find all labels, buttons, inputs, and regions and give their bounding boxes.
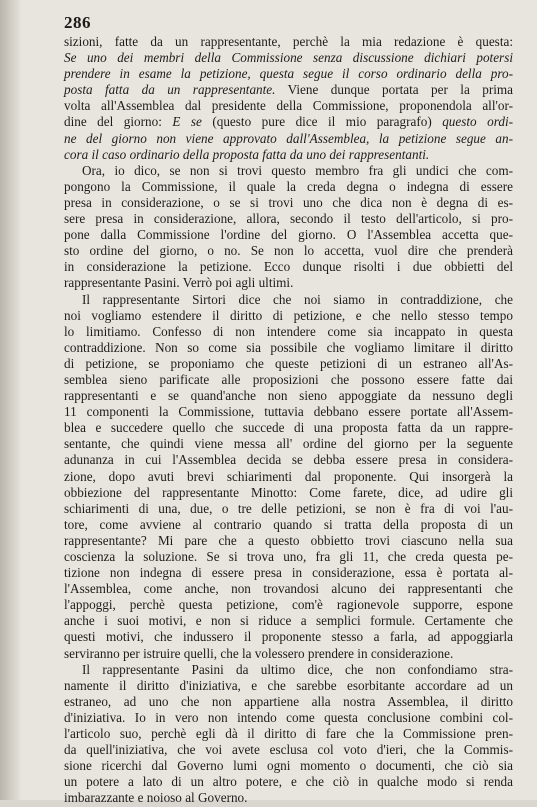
- text-line: [64, 581, 513, 597]
- paragraph: [64, 163, 513, 292]
- body-text: [64, 34, 513, 807]
- italic-text: E se: [172, 114, 202, 130]
- text-segment: sizioni, fatte da un rappresentante, perchè la mia redazione è questa:: [64, 34, 513, 49]
- text-line: [64, 565, 513, 581]
- text-segment: tizione non indegna di essere presa in considerazione, essa è portata al-: [64, 565, 513, 581]
- text-line: [64, 275, 513, 291]
- text-segment: obbiezione del rappresentante Minotto: Come farete, dice, ad udire gli: [64, 484, 513, 500]
- text-line: [64, 50, 513, 66]
- text-line: [64, 774, 513, 790]
- text-segment: d'iniziativa. Io in vero non intendo come questa conclusione combini col-: [64, 709, 513, 725]
- text-segment: coscienza la soluzione. Se si trova uno, fra gli 11, che creda questa pe-: [64, 549, 513, 564]
- text-segment: un potere a lato di un altro potere, e che ciò in qualche modo si renda: [64, 774, 513, 790]
- text-line: [64, 742, 513, 758]
- text-segment: in considerazione la petizione. Ecco dunque risolti i due obbietti del: [64, 259, 513, 275]
- text-line: [64, 646, 513, 662]
- text-segment: l'appoggi, perchè questa petizione, com'è ragionevole supporre, espone: [64, 597, 513, 613]
- text-line: [64, 308, 513, 324]
- text-segment: rappresentante Pasini. Verrò poi agli ultimi.: [64, 275, 294, 291]
- text-line: [64, 726, 513, 742]
- text-segment: semblea sieno parificate alle proposizioni che possono essere fatte dai: [64, 371, 513, 387]
- text-segment: Viene dunque portata per la prima: [275, 82, 513, 98]
- text-segment: schiarimenti di una, due, o tre delle petizioni, se non è fra di voi l'au-: [64, 500, 513, 516]
- italic-text: Se uno dei membri della Commissione senza discussione dichiari potersi: [64, 50, 513, 66]
- text-segment: anche i suoi motivi, e non si riduce a semplici formule. Certamente che: [64, 613, 513, 629]
- text-line: [64, 195, 513, 211]
- text-line: [64, 404, 513, 420]
- text-segment: volta all'Assemblea dal presidente della Commissione, proponendola all'or-: [64, 98, 513, 114]
- text-line: [64, 678, 513, 694]
- text-line: [64, 163, 513, 179]
- page-number: 286: [64, 13, 91, 32]
- text-line: [64, 420, 513, 436]
- italic-text: ne del giorno non viene approvato dall'Assemblea, la petizione segue an-: [64, 130, 513, 146]
- text-segment: di petizione, se proponiamo che queste petizioni di un estraneo all'As-: [64, 355, 513, 371]
- text-line: [64, 388, 513, 404]
- text-line: [64, 710, 513, 726]
- text-line: [64, 501, 513, 517]
- text-segment: adunanza in cui l'Assemblea decida se debba essere presa in considera-: [64, 452, 513, 468]
- paragraph: [64, 292, 513, 662]
- text-line: [64, 356, 513, 372]
- text-segment: l'Assemblea, come anche, non trovandosi alcuno dei rappresentanti che: [64, 581, 513, 597]
- text-segment: lo limitiamo. Confesso di non intendere come sia incappato in questa: [64, 323, 513, 339]
- text-line: [64, 790, 513, 806]
- italic-text: cora il caso ordinario della proposta fatta da uno dei rappresentanti.: [64, 146, 430, 162]
- text-segment: sione ricerchi dal Governo lumi ogni momento o documenti, che ciò sia: [64, 758, 513, 774]
- text-line: [64, 66, 513, 82]
- text-line: [64, 485, 513, 501]
- text-segment: tore, come avviene al contrario quando si tratta della proposta di un: [64, 516, 513, 532]
- text-segment: 11 componenti la Commissione, tuttavia debbano essere portate all'Assem-: [64, 404, 513, 420]
- text-segment: Il rappresentante Sirtori dice che noi siamo in contraddizione, che: [82, 291, 513, 307]
- text-line: [64, 452, 513, 468]
- text-segment: dine del giorno:: [64, 114, 173, 130]
- text-segment: imbarazzante e noioso al Governo.: [64, 790, 248, 806]
- text-line: [64, 436, 513, 452]
- italic-text: posta fatta da un rappresentante.: [64, 82, 276, 98]
- text-line: [64, 340, 513, 356]
- text-segment: blea e succedere quello che succede di una proposta fatta da un rappre-: [64, 420, 513, 436]
- text-line: [64, 131, 513, 147]
- text-segment: Ora, io dico, se non si trovi questo membro fra gli undici che com-: [82, 162, 513, 178]
- text-segment: sere presa in considerazione, allora, secondo il testo dell'articolo, si pro-: [64, 211, 513, 227]
- text-segment: estraneo, ad uno che non appartiene alla nostra Assemblea, il diritto: [64, 693, 513, 709]
- text-segment: l'articolo suo, perchè egli dà il diritto di fare che la Commissione pren-: [64, 726, 513, 742]
- text-line: [64, 179, 513, 195]
- text-line: [64, 469, 513, 485]
- text-line: [64, 147, 513, 163]
- text-segment: sentante, che quindi viene messa all' ordine del giorno per la seguente: [64, 436, 513, 452]
- text-segment: namente il diritto d'iniziativa, e che sarebbe esorbitante accordare ad un: [64, 677, 513, 693]
- text-segment: noi vogliamo estendere il diritto di petizione, e che nello stesso tempo: [64, 307, 513, 323]
- text-line: [64, 227, 513, 243]
- text-segment: pone dalla Commissione l'ordine del giorno. O l'Assemblea accetta que-: [64, 227, 513, 243]
- text-segment: serviranno per istruire quelli, che la volessero prendere in considerazione.: [64, 645, 454, 661]
- text-line: [64, 98, 513, 114]
- text-segment: rappresentanti e se quand'anche non sieno appoggiate da nessuno degli: [64, 388, 513, 404]
- italic-text: questo ordi-: [442, 114, 513, 130]
- italic-text: prendere in esame la petizione, questa segue il corso ordinario della pro-: [64, 66, 513, 82]
- text-line: [64, 243, 513, 259]
- text-line: [64, 694, 513, 710]
- text-segment: questi motivi, che indussero il proponente stesso a farla, ad appoggiarla: [64, 629, 513, 645]
- text-line: [64, 259, 513, 275]
- text-segment: rappresentante? Mi pare che a questo obbietto trovi ciascuno nella sua: [64, 532, 513, 548]
- text-line: [64, 324, 513, 340]
- text-segment: zione, dopo avuti brevi schiarimenti dal proponente. Qui insorgerà la: [64, 468, 513, 484]
- text-line: [64, 211, 513, 227]
- text-segment: presa in considerazione, o se si trovi uno che dica non è degna di es-: [64, 194, 513, 210]
- text-line: [64, 82, 513, 98]
- text-line: [64, 517, 513, 533]
- text-segment: (questo pure dice il mio paragrafo): [201, 114, 443, 130]
- text-segment: contraddizione. Non so come sia possibile che vogliamo limitare il diritto: [64, 339, 513, 355]
- text-line: [64, 662, 513, 678]
- text-line: [64, 613, 513, 629]
- paragraph: [64, 34, 513, 163]
- text-segment: da quell'iniziativa, che voi avete esclusa col voto d'ieri, che la Commis-: [64, 742, 513, 758]
- paragraph: [64, 662, 513, 807]
- page-gutter-shadow: [0, 0, 22, 800]
- text-line: [64, 629, 513, 645]
- text-segment: sto ordine del giorno, o no. Se non lo accetta, vuol dire che prenderà: [64, 243, 513, 259]
- text-segment: pongono la Commissione, il quale la creda degna o indegna di essere: [64, 178, 513, 194]
- text-line: [64, 758, 513, 774]
- text-line: [64, 549, 513, 565]
- text-line: [64, 533, 513, 549]
- text-line: [64, 597, 513, 613]
- text-line: [64, 34, 513, 50]
- text-segment: Il rappresentante Pasini da ultimo dice, che non confondiamo stra-: [82, 661, 513, 677]
- text-line: [64, 372, 513, 388]
- text-line: [64, 292, 513, 308]
- text-line: [64, 114, 513, 130]
